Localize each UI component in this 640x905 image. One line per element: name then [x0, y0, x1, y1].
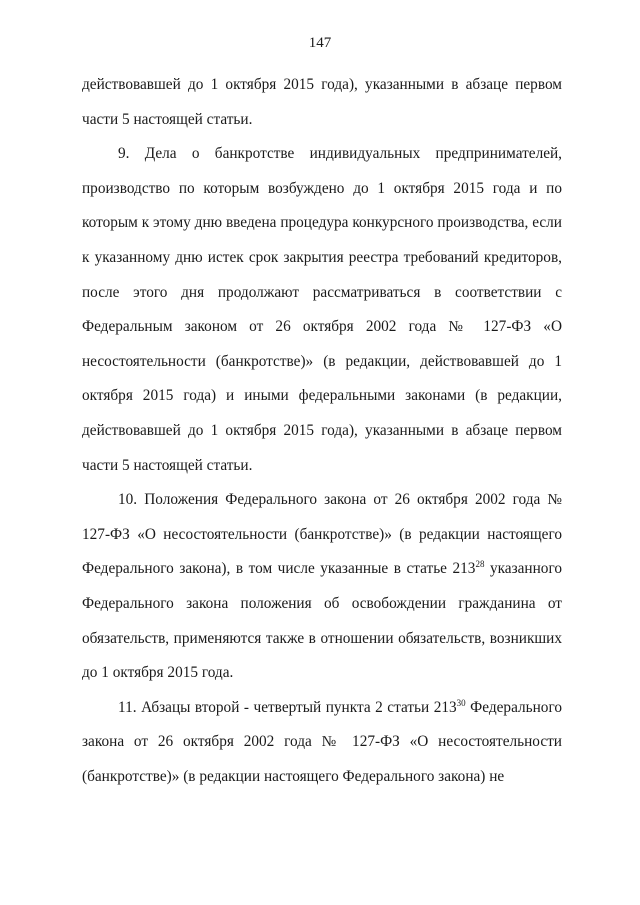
document-body — [82, 68, 562, 794]
paragraph-11-text-before: 11. Абзацы второй - четвертый пункта 2 статьи 213 — [118, 698, 457, 716]
paragraph-continuation: действовавшей до 1 октября 2015 года), указанными в абзаце первом части 5 настоящей статьи. — [82, 76, 562, 128]
article-superscript: 28 — [475, 559, 485, 570]
paragraph-10 — [82, 483, 562, 691]
paragraph-10-text-after: указанного Федерального закона положения об освобождении гражданина от обязательств, применяются также в отношении обязательств, возникших до 1 октября 2015 года. — [82, 560, 562, 682]
paragraph-10-text-before: 10. Положения Федерального закона от 26 октября 2002 года № 127-ФЗ «О несостоятельности (банкротстве)» (в редакции настоящего Федерального закона), в том числе указанные в статье 213 — [82, 491, 562, 578]
paragraph-11 — [82, 691, 562, 795]
page-number: 147 — [308, 35, 332, 51]
article-superscript: 30 — [456, 697, 466, 708]
paragraph-9: 9. Дела о банкротстве индивидуальных предпринимателей, производство по которым возбуждено до 1 октября 2015 года и по которым к этому дню введена процедура конкурсного производства, если к указанному дню истек срок закрытия реестра требований кредиторов, после этого дня продолжают рассматриваться в соответствии с Федеральным законом от 26 октября 2002 года № 127-ФЗ «О несостоятельности (банкротстве)» (в редакции, действовавшей до 1 октября 2015 года) и иными федеральными законами (в редакции, действовавшей до 1 октября 2015 года), указанными в абзаце первом части 5 настоящей статьи. — [82, 145, 562, 474]
paragraph-11-text-after: Федерального закона от 26 октября 2002 года № 127-ФЗ «О несостоятельности (банкротстве)» (в редакции настоящего Федерального закона) не — [82, 698, 562, 785]
